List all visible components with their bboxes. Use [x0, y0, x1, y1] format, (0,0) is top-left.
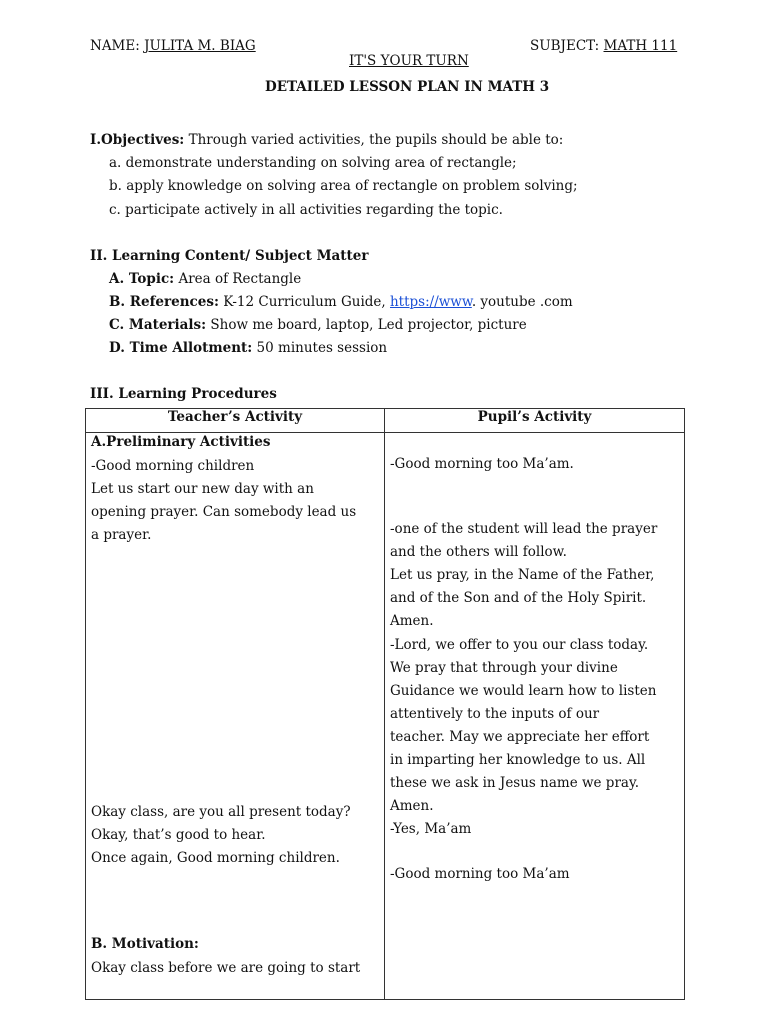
subject-label: SUBJECT:	[530, 38, 604, 54]
teacher-line: B. Motivation:	[91, 936, 199, 952]
materials-line	[109, 317, 527, 333]
topic-line	[109, 271, 301, 287]
pupil-line: in imparting her knowledge to us. All	[390, 752, 646, 768]
pupil-line: We pray that through your divine	[390, 660, 618, 676]
time-value: 50 minutes session	[252, 340, 388, 356]
objective-item: a. demonstrate understanding on solving area of rectangle;	[109, 155, 517, 171]
table-row	[86, 433, 685, 1000]
pupil-line: Let us pray, in the Name of the Father,	[390, 567, 655, 583]
pupil-line: -Good morning too Ma’am.	[390, 456, 574, 472]
pupil-line: -Good morning too Ma’am	[390, 866, 570, 882]
teacher-line: Okay class, are you all present today?	[91, 804, 351, 820]
teacher-line: Let us start our new day with an	[91, 481, 314, 497]
references-link[interactable]: https://www	[389, 294, 472, 310]
time-label: D. Time Allotment:	[109, 340, 253, 356]
name-label: NAME:	[90, 38, 145, 54]
procedures-heading: III. Learning Procedures	[90, 386, 277, 402]
teacher-line: Okay class before we are going to start	[91, 960, 361, 976]
references-tail: . youtube .com	[471, 294, 573, 310]
pupil-line: Amen.	[390, 798, 434, 814]
teacher-line: A.Preliminary Activities	[91, 434, 271, 450]
document-title: DETAILED LESSON PLAN IN MATH 3	[265, 79, 550, 95]
pupil-line: and the others will follow.	[390, 544, 567, 560]
objectives-heading-line	[90, 132, 563, 148]
teacher-line: opening prayer. Can somebody lead us	[91, 504, 357, 520]
subject-value: MATH 111	[603, 38, 678, 54]
banner: IT'S YOUR TURN	[349, 53, 469, 69]
teacher-line: Okay, that’s good to hear.	[91, 827, 266, 843]
pupil-line: and of the Son and of the Holy Spirit.	[390, 590, 647, 606]
procedures-table	[85, 408, 685, 1000]
pupil-column-header: Pupil’s Activity	[385, 409, 685, 433]
pupil-line: -Lord, we offer to you our class today.	[390, 637, 649, 653]
name-value: JULITA M. BIAG	[144, 38, 256, 54]
references-label: B. References:	[109, 294, 219, 310]
objectives-heading: I.Objectives:	[90, 132, 185, 148]
content-heading: II. Learning Content/ Subject Matter	[90, 248, 369, 264]
teacher-line: a prayer.	[91, 527, 152, 543]
references-value: K-12 Curriculum Guide,	[218, 294, 390, 310]
time-line	[109, 340, 387, 356]
table-header-row	[86, 409, 685, 433]
pupil-cell	[385, 433, 685, 1000]
topic-label: A. Topic:	[109, 271, 175, 287]
teacher-column-header: Teacher’s Activity	[86, 409, 385, 433]
references-line	[109, 294, 573, 310]
pupil-line: Guidance we would learn how to listen	[390, 683, 657, 699]
subject-line	[530, 38, 677, 54]
objective-item: c. participate actively in all activities regarding the topic.	[109, 202, 503, 218]
pupil-line: teacher. May we appreciate her effort	[390, 729, 650, 745]
teacher-cell	[86, 433, 385, 1000]
materials-label: C. Materials:	[109, 317, 207, 333]
pupil-line: these we ask in Jesus name we pray.	[390, 775, 640, 791]
teacher-line: -Good morning children	[91, 458, 255, 474]
pupil-line: -Yes, Ma’am	[390, 821, 472, 837]
pupil-line: attentively to the inputs of our	[390, 706, 600, 722]
pupil-line: Amen.	[390, 613, 434, 629]
objective-item: b. apply knowledge on solving area of rectangle on problem solving;	[109, 178, 578, 194]
topic-value: Area of Rectangle	[174, 271, 302, 287]
name-line	[90, 38, 256, 54]
materials-value: Show me board, laptop, Led projector, picture	[206, 317, 527, 333]
objectives-intro: Through varied activities, the pupils should be able to:	[184, 132, 564, 148]
teacher-line: Once again, Good morning children.	[91, 850, 340, 866]
pupil-line: -one of the student will lead the prayer	[390, 521, 658, 537]
